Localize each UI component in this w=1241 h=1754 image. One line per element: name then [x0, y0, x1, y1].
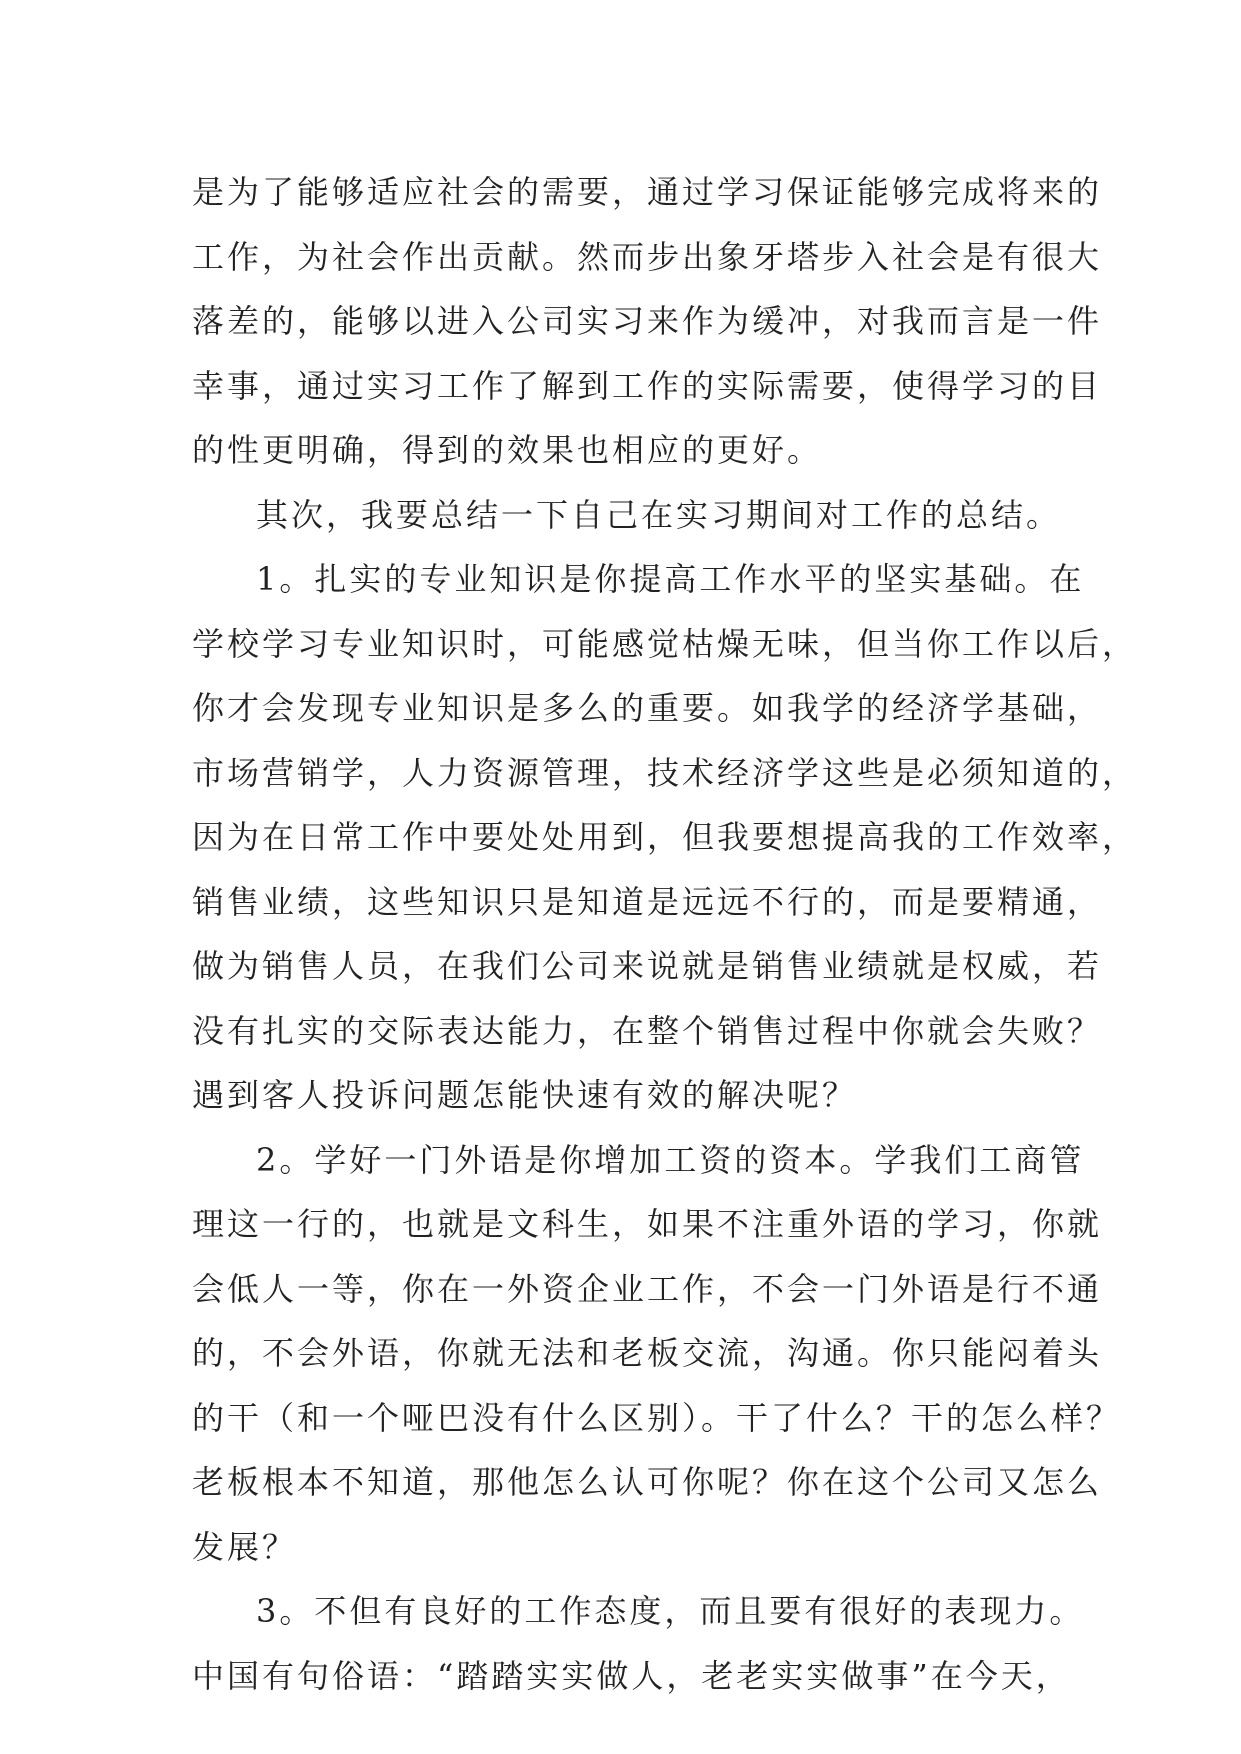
text-line: 的干（和一个哑巴没有什么区别）。干了什么？干的怎么样？	[192, 1398, 1122, 1437]
text-line: 因为在日常工作中要处处用到，但我要想提高我的工作效率，	[192, 818, 1138, 856]
text-line: 销售业绩，这些知识只是知道是远远不行的，而是要精通，	[192, 882, 1103, 921]
text-line: 会低人一等，你在一外资企业工作，不会一门外语是行不通	[192, 1269, 1103, 1308]
text-line: 理这一行的，也就是文科生，如果不注重外语的学习，你就	[192, 1205, 1103, 1243]
paragraph-start-line: 2。学好一门外语是你增加工资的资本。学我们工商管	[256, 1140, 1085, 1179]
text-line: 中国有句俗语：“踏踏实实做人，老老实实做事”在今天，	[192, 1656, 1071, 1695]
text-line: 学校学习专业知识时，可能感觉枯燥无味，但当你工作以后，	[192, 624, 1138, 663]
text-line: 工作，为社会作出贡献。然而步出象牙塔步入社会是有很大	[192, 237, 1103, 276]
text-line: 市场营销学，人力资源管理，技术经济学这些是必须知道的，	[192, 753, 1138, 792]
text-line: 落差的，能够以进入公司实习来作为缓冲，对我而言是一件	[192, 302, 1103, 340]
paragraph-start-line: 1。扎实的专业知识是你提高工作水平的坚实基础。在	[256, 560, 1085, 598]
text-line: 做为销售人员，在我们公司来说就是销售业绩就是权威，若	[192, 947, 1103, 985]
text-line: 遇到客人投诉问题怎能快速有效的解决呢？	[192, 1076, 858, 1114]
text-line: 幸事，通过实习工作了解到工作的实际需要，使得学习的目	[192, 366, 1103, 405]
text-line: 老板根本不知道，那他怎么认可你呢？你在这个公司又怎么	[192, 1463, 1103, 1501]
text-line: 是为了能够适应社会的需要，通过学习保证能够完成将来的	[192, 173, 1103, 211]
document-body	[192, 160, 1138, 1708]
text-line: 的，不会外语，你就无法和老板交流，沟通。你只能闷着头	[192, 1334, 1103, 1372]
text-line: 你才会发现专业知识是多么的重要。如我学的经济学基础，	[192, 689, 1103, 727]
text-line: 发展？	[192, 1527, 298, 1566]
text-line: 的性更明确，得到的效果也相应的更好。	[192, 431, 823, 469]
text-line: 没有扎实的交际表达能力，在整个销售过程中你就会失败？	[192, 1011, 1103, 1050]
paragraph-start-line: 其次，我要总结一下自己在实习期间对工作的总结。	[256, 495, 1062, 534]
paragraph-start-line: 3。不但有良好的工作态度，而且要有很好的表现力。	[256, 1592, 1085, 1630]
